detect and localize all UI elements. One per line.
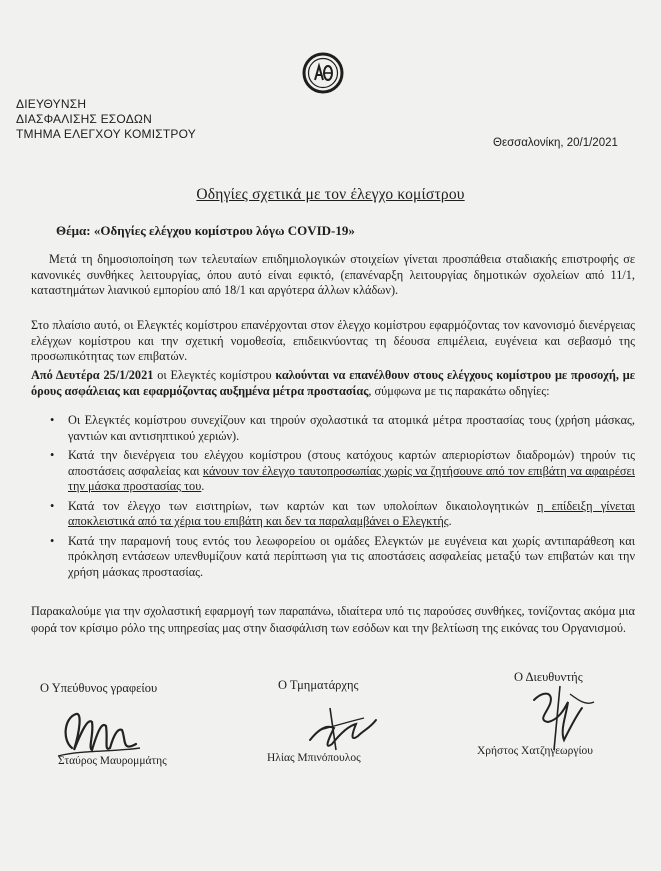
p3-text: οι Ελεγκτές κομίστρου [153,368,276,382]
signature-drawing [300,700,380,760]
header-line: ΤΜΗΜΑ ΕΛΕΓΧΟΥ ΚΟΜΙΣΤΡΟΥ [16,127,196,141]
paragraph-context: Στο πλαίσιο αυτό, οι Ελεγκτές κομίστρου επανέρχονται στον έλεγχο κομίστρου εφαρμόζοντας τον κανονισμό διενέργειας ελέγχων κομίστρου και την σχετική νομοθεσία, επιδεικνύοντας τη δέουσα επιμέλεια, ευγένεια και σεβασμό της προσωπικότητας των επιβατών. [31,318,635,363]
bullet-text: Κατά την διενέργεια του ελέγχου κομίστρου (στους κατόχους καρτών απεριορίστων διαδρομών) τηρούν τις αποστάσεις ασφαλείας και [68,448,635,478]
paragraph-instructions [31,368,635,399]
paragraph-intro: Μετά τη δημοσιοποίηση των τελευταίων επιδημιολογικών στοιχείων γίνεται προσπάθεια σταδιακής επιστροφής σε κανονικές συνθήκες λειτουργίας, όπου αυτό είναι εφικτό, (επανέναρξη λειτουργίας δημοτικών σχολείων από 11/1, καταστημάτων λιανικού εμπορίου από 18/1 και αργότερα άλλων κλάδων). [31,252,635,297]
organization-logo [302,52,344,94]
bullet-text-end: . [201,479,205,493]
bullet-icon: • [50,448,55,462]
list-item [50,499,635,530]
subject-label: Θέμα: [56,223,91,238]
bullet-icon: • [50,498,55,513]
bullet-text: Κατά τον έλεγχο των εισιτηρίων, των καρτών και των υπολοίπων δικαιολογητικών [68,498,537,513]
signatory-name: Χρήστος Χατζηγεωργίου [477,745,593,757]
list-item [50,534,635,581]
signatory-role: Ο Υπεύθυνος γραφείου [40,681,158,695]
header-line: ΔΙΕΥΘΥΝΣΗ [16,97,87,111]
list-item [50,413,635,444]
header-line: ΔΙΑΣΦΑΛΙΣΗΣ ΕΣΟΔΩΝ [16,112,152,126]
start-date-bold: Από Δευτέρα 25/1/2021 [31,368,154,382]
bullet-icon: • [50,533,55,548]
document-date: Θεσσαλονίκη, 20/1/2021 [493,137,618,149]
subject-line [56,223,355,239]
bullet-underlined-text: κάνουν τον έλεγχο ταυτοπροσωπίας χωρίς να ζητήσουνε από τον επιβάτη να αφαιρέσει την μάσκα προστασίας του [68,463,635,493]
subject-text: «Οδηγίες ελέγχου κομίστρου λόγω COVID-19» [90,223,355,238]
list-item [50,448,635,495]
department-header [16,97,196,142]
p3-text-end: , σύμφωνα με τις παρακάτω οδηγίες: [368,383,550,398]
signatory-role: Ο Τμηματάρχης [278,678,359,692]
instruction-bold: καλούνται να επανέλθουν στους ελέγχους κομίστρου με προσοχή, με όρους ασφάλειας και εφαρμόζοντας αυξημένα μέτρα προστασίας [31,368,635,398]
bullet-text: Κατά την παραμονή τους εντός του λεωφορείου οι ομάδες Ελεγκτών με ευγένεια και χωρίς αντιπαράθεση και πρόκληση εντάσεων υπενθυμίζουν κατά περίπτωση για τις αποστάσεις ασφαλείας μεταξύ των επιβατών και την χρήση μάσκας προστασίας. [68,533,635,579]
bullet-icon: • [50,413,55,427]
bullet-text: Οι Ελεγκτές κομίστρου συνεχίζουν και τηρούν σχολαστικά τα ατομικά μέτρα προστασίας τους (χρήση μάσκας, γαντιών και αντισηπτικού χεριών). [68,413,635,443]
signatory-name: Σταύρος Μαυρομμάτης [58,755,167,767]
closing-paragraph: Παρακαλούμε για την σχολαστική εφαρμογή των παραπάνω, ιδιαίτερα υπό τις παρούσες συνθήκες, τονίζοντας ακόμα μια φορά τον κρίσιμο ρόλο της υπηρεσίας μας στην διασφάλιση των εσόδων και την βελτίωση της εικόνας του Οργανισμού. [31,604,635,635]
bullet-text-end: . [448,514,452,528]
bullet-underlined-text: η επίδειξη γίνεται αποκλειστικά από τα χέρια του επιβάτη και δεν τα παραλαμβάνει ο Ελεγκτής [68,498,635,528]
instruction-list [50,413,635,584]
document-title: Οδηγίες σχετικά με τον έλεγχο κομίστρου [196,186,465,203]
signature-drawing [520,680,600,755]
signatory-name: Ηλίας Μπινόπουλος [267,752,361,764]
signatory-role: Ο Διευθυντής [514,670,583,684]
